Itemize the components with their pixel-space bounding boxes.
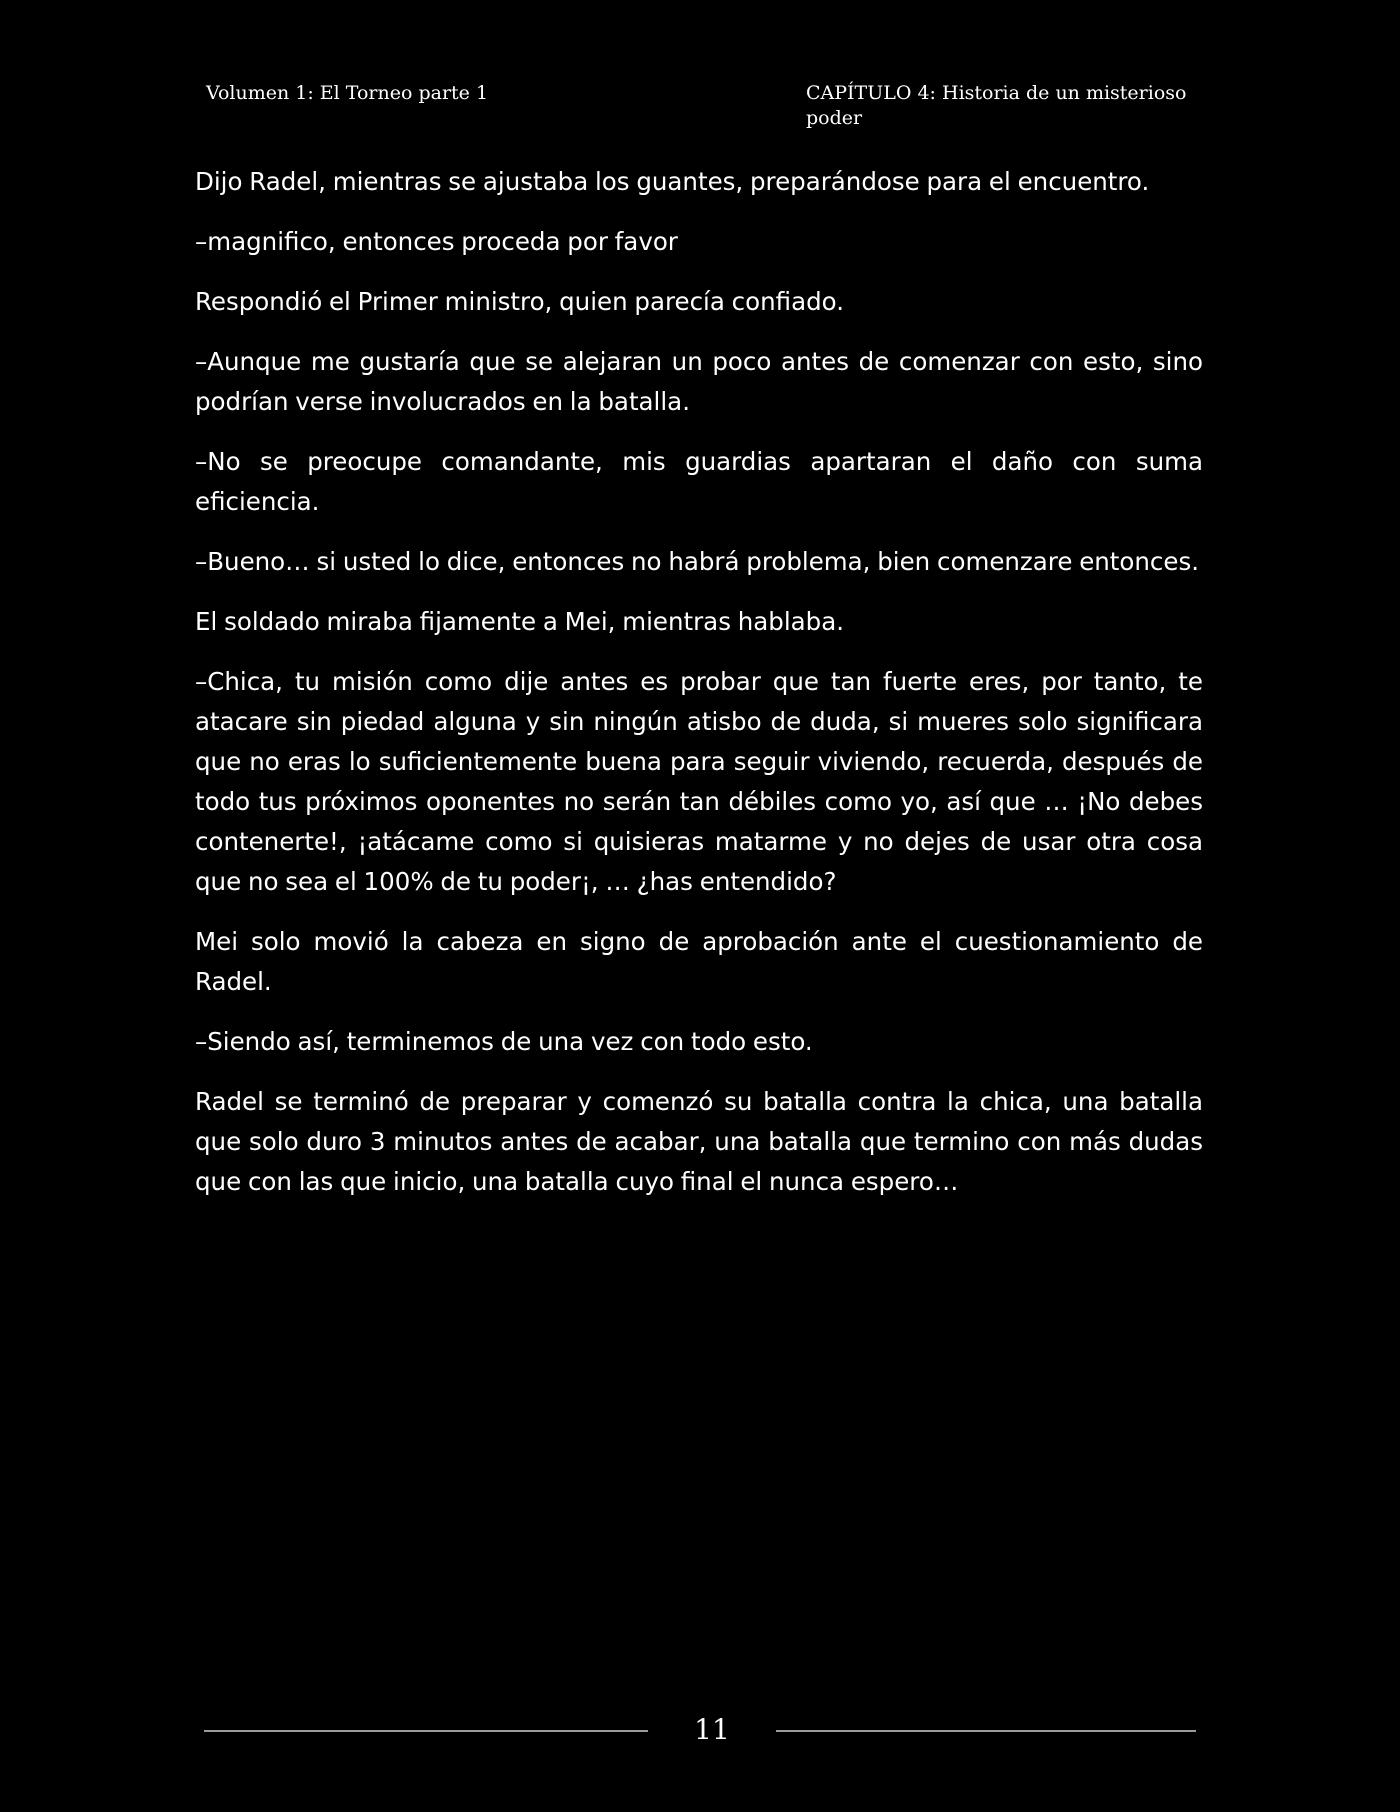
paragraph: Mei solo movió la cabeza en signo de aprobación ante el cuestionamiento de Radel. [195,927,1203,996]
page-footer [200,1710,1200,1754]
chapter-title: CAPÍTULO 4: Historia de un misterioso poder [806,82,1187,129]
paragraph: Dijo Radel, mientras se ajustaba los guantes, preparándose para el encuentro. [195,167,1150,196]
page-body [195,162,1203,1222]
page-number: 11 [694,1713,730,1746]
paragraph: –magnifico, entonces proceda por favor [195,227,678,256]
paragraph: El soldado miraba fijamente a Mei, mientras hablaba. [195,607,845,636]
paragraph: Radel se terminó de preparar y comenzó su batalla contra la chica, una batalla que solo duro 3 minutos antes de acabar, una batalla que termino con más dudas que con las que inicio, una batalla cuyo final el nunca espero… [195,1087,1203,1196]
paragraph: –Bueno… si usted lo dice, entonces no habrá problema, bien comenzare entonces. [195,547,1200,576]
paragraph: –Chica, tu misión como dije antes es probar que tan fuerte eres, por tanto, te atacare sin piedad alguna y sin ningún atisbo de duda, si mueres solo significara que no eras lo suficientemente buena para seguir viviendo, recuerda, después de todo tus próximos oponentes no serán tan débiles como yo, así que … ¡No debes contenerte!, ¡atácame como si quisieras matarme y no dejes de usar otra cosa que no sea el 100% de tu poder¡, … ¿has entendido? [195,667,1203,896]
paragraph: –Aunque me gustaría que se alejaran un poco antes de comenzar con esto, sino podrían verse involucrados en la batalla. [195,347,1203,416]
paragraph: –Siendo así, terminemos de una vez con todo esto. [195,1027,813,1056]
volume-title: Volumen 1: El Torneo parte 1 [206,82,489,104]
paragraph: –No se preocupe comandante, mis guardias apartaran el daño con suma eficiencia. [195,447,1203,516]
paragraph: Respondió el Primer ministro, quien parecía confiado. [195,287,844,316]
footer-rule-right [776,1730,1196,1732]
footer-rule-left [204,1730,648,1732]
